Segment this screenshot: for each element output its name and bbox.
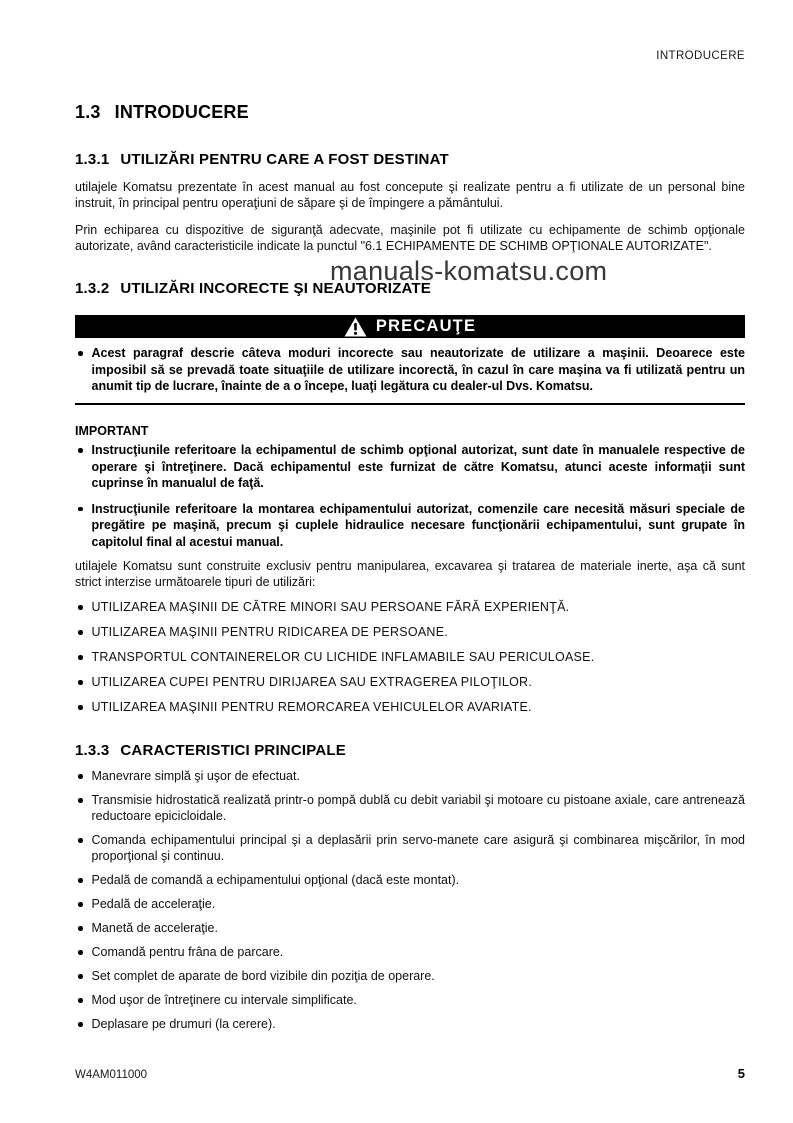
bullet-dot	[78, 351, 83, 356]
bullet-dot	[78, 950, 83, 955]
important-item-text: Instrucţiunile referitoare la echipamentul de schimb opţional autorizat, sunt date în manualele respective de operare şi întreţinere. Dacă echipamentul este furnizat de către Komatsu, atunci aceste informaţii sunt cuprinse în manualul de faţă.	[91, 443, 745, 490]
bullet-dot	[78, 878, 83, 883]
list-item-text: Deplasare pe drumuri (la cerere).	[91, 1017, 276, 1031]
bullet-dot	[78, 1022, 83, 1027]
bullet-dot	[78, 902, 83, 907]
important-label: IMPORTANT	[75, 424, 149, 438]
section-number: 1.3.3	[75, 742, 110, 759]
section-title: UTILIZĂRI PENTRU CARE A FOST DESTINAT	[120, 151, 449, 168]
list-item	[75, 832, 745, 864]
document-code: W4AM011000	[75, 1069, 148, 1081]
important-item	[75, 442, 745, 492]
list-item-text: Transmisie hidrostatică realizată printr-o pompă dublă cu debit variabil şi motoare cu pistoane axiale, care antrenează reductoare epicicloidale.	[91, 793, 745, 823]
list-item-text: Comandă pentru frâna de parcare.	[91, 945, 284, 959]
bullet-dot	[78, 605, 83, 610]
bullet-dot	[78, 774, 83, 779]
section-number: 1.3.2	[75, 280, 110, 297]
bullet-dot	[78, 838, 83, 843]
list-item	[75, 649, 745, 665]
bullet-dot	[78, 926, 83, 931]
list-item	[75, 968, 745, 984]
paragraph-intended-use-1: utilajele Komatsu prezentate în acest manual au fost concepute şi realizate pentru a fi utilizate de un personal bine instruit, în principal pentru operaţiuni de săpare şi de împingere a pământului.	[75, 180, 745, 210]
bullet-dot	[78, 798, 83, 803]
list-item	[75, 992, 745, 1008]
list-item-text: Mod uşor de întreţinere cu intervale simplificate.	[91, 993, 357, 1007]
bullet-dot	[78, 448, 83, 453]
list-item	[75, 768, 745, 784]
watermark: manuals-komatsu.com	[330, 256, 608, 286]
features-list	[75, 768, 745, 1032]
bullet-dot	[78, 705, 83, 710]
section-title: UTILIZĂRI INCORECTE ŞI NEAUTORIZATE	[120, 280, 431, 297]
page-number: 5	[737, 1066, 745, 1081]
warning-triangle-icon	[344, 317, 367, 337]
list-item-text: Pedală de comandă a echipamentului opţional (dacă este montat).	[91, 873, 460, 887]
section-heading-1-3-3	[75, 742, 745, 760]
list-item-text: Set complet de aparate de bord vizibile din poziţia de operare.	[91, 969, 435, 983]
list-item-text: Manevrare simplă şi uşor de efectuat.	[91, 769, 300, 783]
list-item	[75, 896, 745, 912]
list-item-text: Manetă de acceleraţie.	[91, 921, 218, 935]
bullet-dot	[78, 974, 83, 979]
paragraph-forbidden-intro: utilajele Komatsu sunt construite exclusiv pentru manipularea, excavarea şi tratarea de materiale inerte, aşa că sunt strict interzise următoarele tipuri de utilizări:	[75, 559, 745, 589]
list-item	[75, 944, 745, 960]
section-heading-1-3-1	[75, 151, 745, 169]
important-item-text: Instrucţiunile referitoare la montarea echipamentului autorizat, comenzile care necesită măsuri speciale de pregătire pe maşină, precum şi cuplele hidraulice necesare funcţionării echipamentului, sunt grupate în capitolul final al acestui manual.	[91, 501, 745, 549]
list-item-text: Pedală de acceleraţie.	[91, 897, 216, 911]
warning-banner-label: PRECAUŢE	[375, 317, 477, 335]
list-item-text: UTILIZAREA MAŞINII DE CĂTRE MINORI SAU PERSOANE FĂRĂ EXPERIENŢĂ.	[91, 600, 570, 614]
list-item-text: UTILIZAREA CUPEI PENTRU DIRIJAREA SAU EXTRAGEREA PILOŢILOR.	[91, 675, 533, 689]
list-item	[75, 792, 745, 824]
list-item	[75, 674, 745, 690]
list-item	[75, 624, 745, 640]
list-item	[75, 920, 745, 936]
section-title: CARACTERISTICI PRINCIPALE	[120, 742, 346, 759]
separator-rule	[75, 403, 745, 406]
warning-text-item	[75, 345, 745, 395]
important-item	[75, 501, 745, 551]
page-footer	[75, 1066, 745, 1081]
list-item-text: TRANSPORTUL CONTAINERELOR CU LICHIDE INFLAMABILE SAU PERICULOASE.	[91, 650, 595, 664]
warning-banner	[75, 315, 745, 338]
paragraph-intended-use-2: Prin echiparea cu dispozitive de siguranţă adecvate, maşinile pot fi utilizate cu echipamente de schimb opţionale autorizate, având caracteristicile indicate la punctul "6.1 ECHIPAMENTE DE SCHIMB OPŢIONALE AUTORIZATE".	[75, 223, 745, 253]
bullet-dot	[78, 630, 83, 635]
section-heading-1-3	[75, 102, 745, 123]
bullet-dot	[78, 507, 83, 512]
list-item	[75, 1016, 745, 1032]
bullet-dot	[78, 998, 83, 1003]
list-item-text: Comanda echipamentului principal şi a deplasării prin servo-manete care asigură şi combinarea mişcărilor, în mod proporţional şi continuu.	[91, 833, 745, 863]
list-item	[75, 699, 745, 715]
warning-text: Acest paragraf descrie câteva moduri incorecte sau neautorizate de utilizare a maşinii. Deoarece este imposibil să se prevadă toate situaţiile de utilizare incorectă, în cazul în care maşina va fi utilizată pentru un anumit tip de lucrare, înainte de a o începe, luaţi legătura cu dealer-ul Dvs. Komatsu.	[91, 346, 745, 393]
section-number: 1.3.1	[75, 151, 110, 168]
section-title: INTRODUCERE	[114, 102, 249, 122]
list-item	[75, 599, 745, 615]
list-item-text: UTILIZAREA MAŞINII PENTRU REMORCAREA VEHICULELOR AVARIATE.	[91, 700, 532, 714]
list-item-text: UTILIZAREA MAŞINII PENTRU RIDICAREA DE PERSOANE.	[91, 625, 449, 639]
section-number: 1.3	[75, 102, 101, 122]
forbidden-uses-list	[75, 599, 745, 715]
bullet-dot	[78, 680, 83, 685]
bullet-dot	[78, 655, 83, 660]
running-header: INTRODUCERE	[656, 50, 745, 62]
list-item	[75, 872, 745, 888]
